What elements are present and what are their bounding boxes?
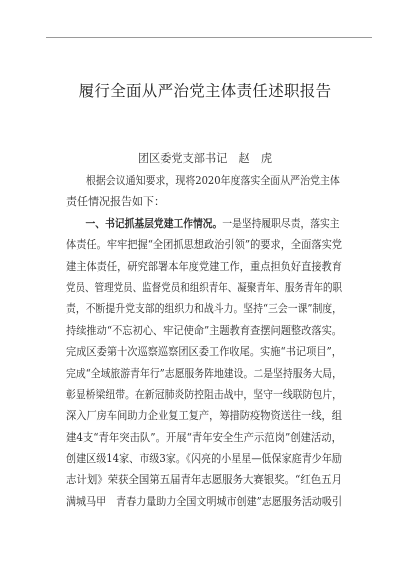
body-line: 彰显桥梁纽带。在新冠肺炎防控阻击战中，坚守一线联防包片， bbox=[66, 387, 342, 401]
body-line: 建4支“青年突击队”。开展“青年安全生产示范岗”创建活动， bbox=[66, 430, 343, 444]
body-line: 完成区委第十次巡察巡察团区委工作收尾。实施“书记项目”， bbox=[66, 345, 342, 359]
body-line: 完成“全域旅游青年行”志愿服务阵地建设。二是坚持服务大局， bbox=[66, 366, 343, 380]
report-body bbox=[66, 170, 342, 512]
body-line: 根据会议通知要求，现将2020年度落实全面从严治党主体 bbox=[85, 174, 340, 187]
body-line: 体责任。牢牢把握“全团抓思想政治引领”的要求，全面落实党 bbox=[66, 238, 342, 252]
header-rule bbox=[46, 37, 372, 38]
document-title: 履行全面从严治党主体责任述职报告 bbox=[78, 82, 332, 100]
body-line: 责，不断提升党支部的组织力和战斗力。坚持“三会一课”制度， bbox=[66, 302, 343, 316]
author-byline: 团区委党支部书记 赵 虎 bbox=[137, 152, 273, 165]
body-line: 持续推动“不忘初心、牢记使命”主题教育查摆问题整改落实。 bbox=[66, 323, 342, 337]
body-line: 深入厂房车间助力企业复工复产，筹措防疫物资送往一线，组 bbox=[66, 409, 343, 423]
section-heading-line bbox=[66, 213, 340, 234]
body-line: 党员、管理党员、监督党员和组织青年、凝聚青年、服务青年的职 bbox=[66, 280, 342, 294]
body-line: 责任情况报告如下： bbox=[66, 195, 165, 209]
body-text: 一是坚持履职尽责，落实主 bbox=[222, 216, 340, 230]
section-heading: 一、书记抓基层党建工作情况。 bbox=[85, 216, 223, 230]
body-line: 志计划》荣获全国第五届青年志愿服务大赛银奖。“红色五月 bbox=[66, 473, 342, 487]
body-line: 满城马甲 青春力量助力全国文明城市创建”志愿服务活动吸引 bbox=[66, 494, 342, 508]
body-line: 建主体责任，研究部署本年度党建工作，重点担负好直接教育 bbox=[66, 259, 343, 273]
body-line: 创建区级14家、市级3家。《闪亮的小星星—低保家庭青少年励 bbox=[66, 452, 342, 466]
